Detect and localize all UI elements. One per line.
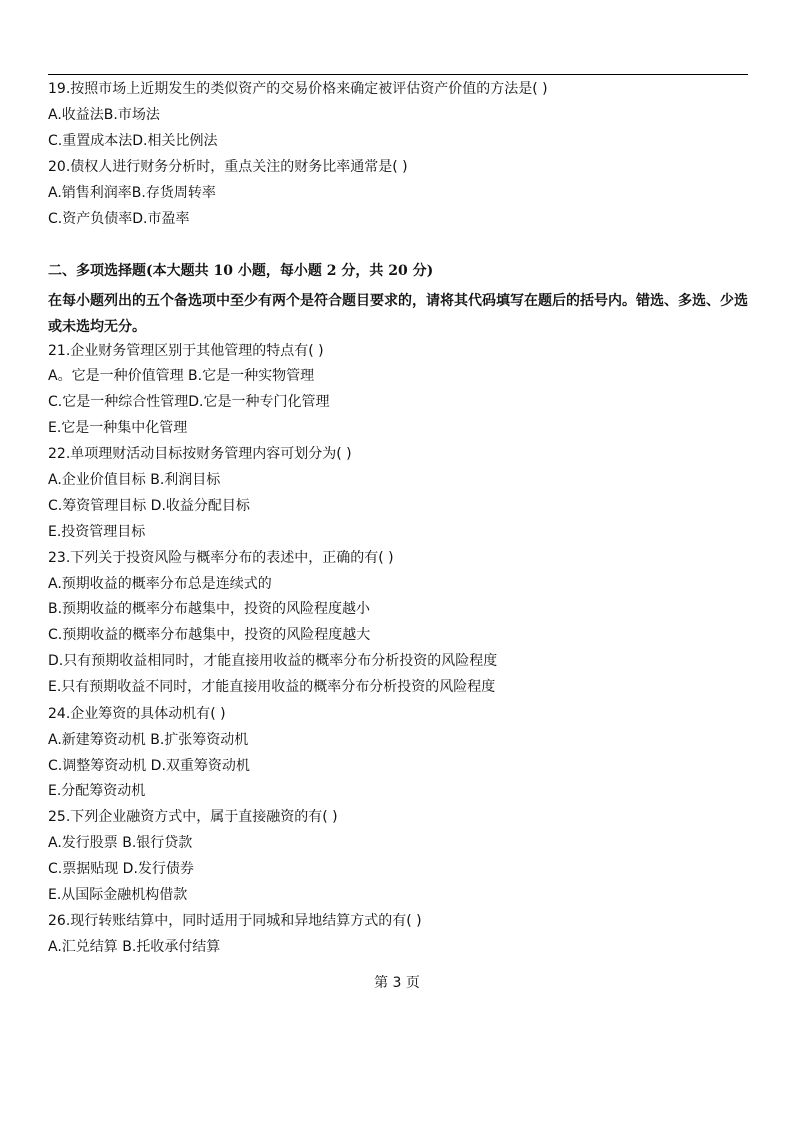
question-23: 23.下列关于投资风险与概率分布的表述中，正确的有( ) <box>48 550 394 566</box>
option-line: C.资产负债率D.市盈率 <box>48 211 190 227</box>
question-22: 22.单项理财活动目标按财务管理内容可划分为( ) <box>48 446 352 462</box>
option-line: A.发行股票 B.银行贷款 <box>48 835 193 851</box>
option-line: C.调整筹资动机 D.双重筹资动机 <box>48 758 250 774</box>
option-line: C.它是一种综合性管理D.它是一种专门化管理 <box>48 394 330 410</box>
option-line: B.预期收益的概率分布越集中，投资的风险程度越小 <box>48 601 371 617</box>
question-20: 20.债权人进行财务分析时，重点关注的财务比率通常是( ) <box>48 159 408 175</box>
option-line: C.票据贴现 D.发行债券 <box>48 861 194 877</box>
option-line: E.分配筹资动机 <box>48 783 146 799</box>
section-instructions: 在每小题列出的五个备选项中至少有两个是符合题目要求的，请将其代码填写在题后的括号内。错选、多选、少选或未选均无分。 <box>48 293 748 335</box>
option-line: A.预期收益的概率分布总是连续式的 <box>48 576 272 592</box>
question-24: 24.企业筹资的具体动机有( ) <box>48 706 226 722</box>
option-line: A.销售利润率B.存货周转率 <box>48 185 216 201</box>
option-line: A.收益法B.市场法 <box>48 107 160 123</box>
question-26: 26.现行转账结算中，同时适用于同城和异地结算方式的有( ) <box>48 913 422 929</box>
option-line: A。它是一种价值管理 B.它是一种实物管理 <box>48 368 315 384</box>
option-line: A.汇兑结算 B.托收承付结算 <box>48 939 221 955</box>
option-line: A.新建筹资动机 B.扩张筹资动机 <box>48 732 249 748</box>
option-line: E.它是一种集中化管理 <box>48 420 188 436</box>
option-line: A.企业价值目标 B.利润目标 <box>48 472 221 488</box>
section-heading: 二、多项选择题(本大题共 10 小题，每小题 2 分，共 20 分) <box>48 263 434 279</box>
option-line: E.从国际金融机构借款 <box>48 887 188 903</box>
option-line: C.筹资管理目标 D.收益分配目标 <box>48 498 250 514</box>
question-19: 19.按照市场上近期发生的类似资产的交易价格来确定被评估资产价值的方法是( ) <box>48 81 548 97</box>
header-rule <box>48 74 748 75</box>
option-line: C.重置成本法D.相关比例法 <box>48 133 218 149</box>
option-line: D.只有预期收益相同时，才能直接用收益的概率分布分析投资的风险程度 <box>48 653 498 669</box>
page-number: 第 3 页 <box>374 975 420 991</box>
option-line: C.预期收益的概率分布越集中，投资的风险程度越大 <box>48 627 371 643</box>
option-line: E.只有预期收益不同时，才能直接用收益的概率分布分析投资的风险程度 <box>48 679 496 695</box>
question-21: 21.企业财务管理区别于其他管理的特点有( ) <box>48 343 324 359</box>
question-25: 25.下列企业融资方式中，属于直接融资的有( ) <box>48 809 338 825</box>
option-line: E.投资管理目标 <box>48 524 146 540</box>
